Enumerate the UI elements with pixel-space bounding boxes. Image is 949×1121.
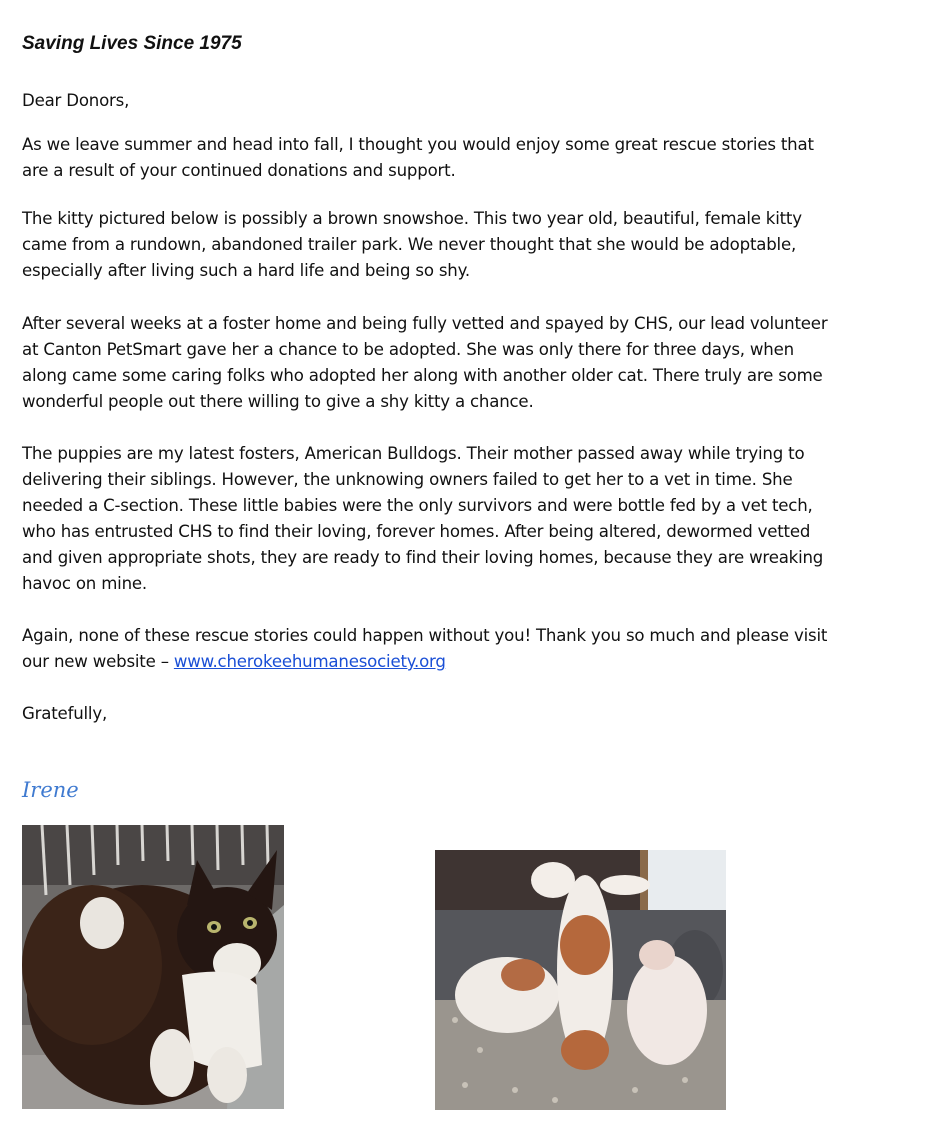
closing-text: Again, none of these rescue stories could happen without you! Thank you so much and please visit our new website – [22,626,828,671]
paragraph-intro: As we leave summer and head into fall, I thought you would enjoy some great rescue stories that are a result of your continued donations and support. [22,135,814,180]
cat-photo [22,825,284,1109]
signature: Irene [22,778,79,802]
paragraph-closing [22,623,902,675]
puppies-photo [435,850,726,1110]
website-link[interactable]: www.cherokeehumanesociety.org [173,652,446,671]
signoff: Gratefully, [22,704,108,723]
paragraph-adoption: After several weeks at a foster home and being fully vetted and spayed by CHS, our lead volunteer at Canton PetSmart gave her a chance to be adopted. She was only there for three days, when along came some caring folks who adopted her along with another older cat. There truly are some wonderful people out there willing to give a shy kitty a chance. [22,314,828,411]
greeting: Dear Donors, [22,91,130,110]
paragraph-kitty: The kitty pictured below is possibly a brown snowshoe. This two year old, beautiful, female kitty came from a rundown, abandoned trailer park. We never thought that she would be adoptable, especially after living such a hard life and being so shy. [22,209,802,280]
paragraph-puppies: The puppies are my latest fosters, American Bulldogs. Their mother passed away while trying to delivering their siblings. However, the unknowing owners failed to get her to a vet in time. She needed a C-section. These little babies were the only survivors and were bottle fed by a vet tech, who has entrusted CHS to find their loving, forever homes. After being altered, dewormed vetted and given appropriate shots, they are ready to find their loving homes, because they are wreaking havoc on mine. [22,444,824,593]
letter-heading: Saving Lives Since 1975 [22,33,242,54]
